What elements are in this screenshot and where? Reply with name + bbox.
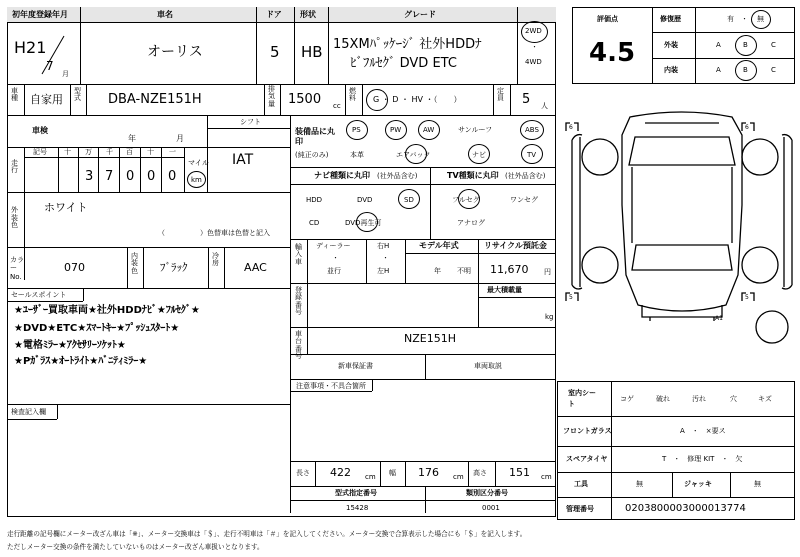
model-year-unit: 年 bbox=[434, 267, 441, 275]
mileage-digit-6: 0 bbox=[168, 169, 177, 184]
shift-value: IAT bbox=[232, 152, 254, 168]
repair-dot: ・ bbox=[741, 15, 748, 23]
color-no-value: 070 bbox=[64, 261, 85, 274]
place-hyaku: 百 bbox=[126, 148, 133, 156]
reg-no-label: 登録番号 bbox=[295, 286, 302, 317]
mileage-digit-3: 7 bbox=[105, 169, 114, 184]
shape-value: HB bbox=[301, 43, 323, 61]
shaken-month-unit: 月 bbox=[176, 134, 184, 143]
import-right: 右H bbox=[377, 242, 390, 250]
displacement-label: 排気量 bbox=[268, 85, 275, 108]
sales-point-4: ★Pｶﾞﾗｽ★ｵｰﾄﾗｲﾄ★ﾊﾞﾆﾃｨﾐﾗｰ★ bbox=[14, 356, 148, 367]
warranty-label: 新車保証書 bbox=[338, 362, 373, 370]
import-lr-dot: ・ bbox=[382, 254, 389, 262]
width-unit: cm bbox=[453, 473, 464, 481]
height-label: 高さ bbox=[473, 469, 487, 477]
sales-point-3: ★電格ﾐﾗｰ★ｱｸｾｻﾘｰｿｹｯﾄ★ bbox=[14, 340, 126, 351]
repair-history-label: 修復歴 bbox=[660, 15, 681, 23]
exterior-grade-a: A bbox=[716, 41, 721, 49]
car-name-value: オーリス bbox=[147, 44, 203, 60]
mileage-label: 走行 bbox=[11, 159, 18, 175]
grade-label: グレード bbox=[404, 10, 436, 19]
seat-koge: コゲ bbox=[620, 395, 634, 403]
import-dot: ・ bbox=[332, 254, 339, 262]
max-load-label: 最大積載量 bbox=[487, 286, 522, 294]
notes-label: 注意事項・不具合箇所 bbox=[296, 382, 366, 390]
length-unit: cm bbox=[365, 473, 376, 481]
spare-tire-options: T ・ 修理 KIT ・ 欠 bbox=[662, 455, 743, 463]
interior-grade-a: A bbox=[716, 66, 721, 74]
length-label: 長さ bbox=[296, 469, 310, 477]
import-left: 左H bbox=[377, 267, 390, 275]
car-name-label: 車名 bbox=[157, 10, 173, 19]
ac-value: AAC bbox=[244, 261, 267, 274]
model-year-unknown: 不明 bbox=[457, 267, 471, 275]
length-value: 422 bbox=[330, 466, 351, 479]
width-label: 幅 bbox=[389, 469, 396, 477]
first-reg-label: 初年度登録年月 bbox=[12, 10, 68, 19]
tools-value: 無 bbox=[636, 480, 643, 488]
tv-type-sub: (社外品含む) bbox=[505, 172, 546, 180]
damage-mark: A1 bbox=[715, 315, 723, 322]
mileage-symbol-label: 記号 bbox=[33, 148, 47, 156]
equip-leather: 本革 bbox=[350, 151, 364, 159]
equip-tv: TV bbox=[527, 151, 537, 159]
drive-4wd: 4WD bbox=[525, 58, 542, 66]
navi-dvd: DVD bbox=[357, 196, 373, 204]
equip-airbag: エアバック bbox=[396, 151, 431, 159]
interior-grade-label: 内装 bbox=[664, 66, 678, 74]
recycle-unit: 円 bbox=[544, 268, 551, 276]
equipment-label: 装備品に丸印 bbox=[295, 127, 335, 147]
tools-label: 工具 bbox=[574, 480, 588, 488]
exterior-color-label: 外装色 bbox=[11, 206, 18, 230]
exterior-color-value: ホワイト bbox=[44, 201, 88, 214]
drive-dot: ・ bbox=[531, 43, 538, 51]
grade-line1: 15XMﾊﾟｯｹｰｼﾞ 社外HDDﾅ bbox=[333, 37, 482, 52]
repair-no: 無 bbox=[757, 15, 764, 23]
door-label: ドア bbox=[266, 10, 282, 19]
max-load-unit: kg bbox=[545, 313, 554, 321]
navi-type-label: ナビ種類に丸印 bbox=[314, 171, 370, 180]
jack-label: ジャッキ bbox=[684, 480, 712, 488]
model-label: 型式 bbox=[74, 87, 81, 103]
seat-ana: 穴 bbox=[730, 395, 737, 403]
mileage-digit-4: 0 bbox=[126, 169, 135, 184]
place-ichi: 一 bbox=[169, 148, 176, 156]
shaken-year-unit: 年 bbox=[128, 134, 136, 143]
drive-2wd: 2WD bbox=[525, 27, 542, 35]
import-label: 輸入車 bbox=[295, 243, 302, 266]
width-value: 176 bbox=[418, 466, 439, 479]
exterior-grade-b: B bbox=[743, 41, 748, 49]
first-reg-era: H21 bbox=[14, 38, 47, 57]
navi-type-sub: (社外品含む) bbox=[377, 172, 418, 180]
mark-5-rear-right: 5 bbox=[745, 294, 749, 301]
exterior-color-note: （ ）色替車は色替と記入 bbox=[158, 229, 270, 237]
place-ju: 十 bbox=[147, 148, 154, 156]
navi-sd: SD bbox=[404, 196, 414, 204]
import-dealer: ディーラー bbox=[316, 242, 351, 250]
color-no-label: カラーNo. bbox=[10, 256, 24, 281]
recycle-label: リサイクル預託金 bbox=[484, 241, 547, 250]
capacity-label: 定員 bbox=[497, 87, 504, 103]
height-value: 151 bbox=[509, 466, 530, 479]
grade-line2: ﾋﾞﾌﾙｾｸﾞ DVD ETC bbox=[350, 56, 457, 71]
repair-yes: 有 bbox=[727, 15, 734, 23]
navi-hdd: HDD bbox=[306, 196, 323, 204]
tv-oneseg: ワンセグ bbox=[510, 196, 538, 204]
manual-label: 車両取説 bbox=[474, 362, 502, 370]
type-number-label: 型式指定番号 bbox=[335, 489, 377, 497]
score-value: 4.5 bbox=[589, 38, 636, 68]
mark-6-front-left: 6 bbox=[569, 124, 573, 131]
management-label: 管理番号 bbox=[566, 505, 594, 513]
category-value: 自家用 bbox=[30, 93, 63, 106]
interior-grade-b: B bbox=[743, 66, 748, 74]
mileage-digit-2: 3 bbox=[85, 169, 94, 184]
seat-yogore: 汚れ bbox=[692, 395, 706, 403]
interior-color-label: 内装色 bbox=[131, 252, 138, 275]
equip-ps: PS bbox=[352, 126, 361, 134]
management-value: 0203800003000013774 bbox=[625, 503, 746, 514]
fuel-options: G ・ D ・ HV ・（ ） bbox=[373, 95, 462, 104]
ac-label: 冷房 bbox=[212, 252, 219, 268]
equip-navi: ナビ bbox=[472, 151, 486, 159]
place-sen: 千 bbox=[106, 148, 113, 156]
score-label: 評価点 bbox=[597, 15, 618, 23]
exterior-grade-label: 外装 bbox=[664, 41, 678, 49]
category-label: 車種 bbox=[11, 87, 18, 103]
shaken-label: 車検 bbox=[32, 126, 48, 135]
equip-abs: ABS bbox=[525, 126, 539, 134]
navi-cd: CD bbox=[309, 219, 320, 227]
equipment-sub-label: (純正のみ) bbox=[295, 151, 329, 159]
model-value: DBA-NZE151H bbox=[108, 92, 202, 107]
windshield-label: フロントガラス bbox=[563, 427, 612, 435]
first-reg-month-unit: 月 bbox=[62, 70, 69, 78]
jack-value: 無 bbox=[754, 480, 761, 488]
car-diagram bbox=[560, 95, 800, 375]
place-ten-man: 十 bbox=[64, 148, 71, 156]
mark-5-rear-left: 5 bbox=[569, 294, 573, 301]
exterior-grade-c: C bbox=[771, 41, 776, 49]
equip-pw: PW bbox=[390, 126, 402, 134]
height-unit: cm bbox=[541, 473, 552, 481]
class-number-value: 0001 bbox=[482, 504, 500, 512]
seat-yabure: 破れ bbox=[656, 395, 670, 403]
footer-note-1: 走行距離の記号欄にメーター改ざん車は「※」、メーター交換車は「＄」、走行不明車は「＃」を記入してください。メーター交換で合算表示した場合にも「＄」を記入します。 bbox=[7, 530, 527, 538]
recycle-value: 11,670 bbox=[490, 263, 529, 276]
capacity-value: 5 bbox=[522, 92, 531, 107]
sales-point-2: ★DVD★ETC★ｽﾏｰﾄｷｰ★ﾌﾟｯｼｭｽﾀｰﾄ★ bbox=[14, 323, 180, 334]
navi-dvd-play: DVD再生可 bbox=[345, 219, 382, 227]
cc-unit: cc bbox=[333, 102, 341, 110]
tv-fullseg: フルセグ bbox=[452, 196, 480, 204]
seat-label: 室内シート bbox=[568, 389, 596, 409]
shape-label: 形状 bbox=[300, 10, 316, 19]
chassis-value: NZE151H bbox=[404, 332, 456, 345]
spare-tire-label: スペアタイヤ bbox=[566, 455, 608, 463]
interior-color-value: ﾌﾞﾗｯｸ bbox=[160, 261, 188, 274]
inspection-label: 検査記入欄 bbox=[11, 408, 46, 416]
first-reg-month: 7 bbox=[46, 59, 54, 73]
mile-label: マイル bbox=[188, 159, 209, 167]
sales-point-1: ★ﾕｰｻﾞｰ買取車両★社外HDDﾅﾋﾞ★ﾌﾙｾｸﾞ★ bbox=[14, 305, 200, 316]
fuel-label: 燃料 bbox=[349, 87, 356, 103]
chassis-label: 車台番号 bbox=[295, 330, 302, 361]
seat-kizu: キズ bbox=[758, 395, 772, 403]
sales-points-label: セールスポイント bbox=[11, 291, 67, 299]
displacement-value: 1500 bbox=[288, 92, 322, 107]
class-number-label: 類別区分番号 bbox=[466, 489, 508, 497]
place-man: 万 bbox=[85, 148, 92, 156]
interior-grade-c: C bbox=[771, 66, 776, 74]
equip-aw: AW bbox=[423, 126, 435, 134]
windshield-options: A ・ ×要ス bbox=[680, 427, 726, 435]
mileage-digit-5: 0 bbox=[147, 169, 156, 184]
km-label: km bbox=[191, 176, 202, 184]
capacity-unit: 人 bbox=[541, 102, 548, 110]
equip-sunroof: サンルーフ bbox=[458, 126, 493, 134]
mark-6-front-right: 6 bbox=[745, 124, 749, 131]
model-year-label: モデル年式 bbox=[419, 241, 459, 250]
doors-value: 5 bbox=[270, 43, 280, 61]
import-parallel: 並行 bbox=[327, 267, 341, 275]
tv-type-label: TV種類に丸印 bbox=[447, 171, 499, 180]
type-number-value: 15428 bbox=[346, 504, 369, 512]
footer-note-2: ただしメーター交換の条件を満たしていないものはメーター改ざん車扱いとなります。 bbox=[7, 543, 264, 551]
tv-analog: アナログ bbox=[457, 219, 485, 227]
shift-label: シフト bbox=[240, 118, 261, 126]
